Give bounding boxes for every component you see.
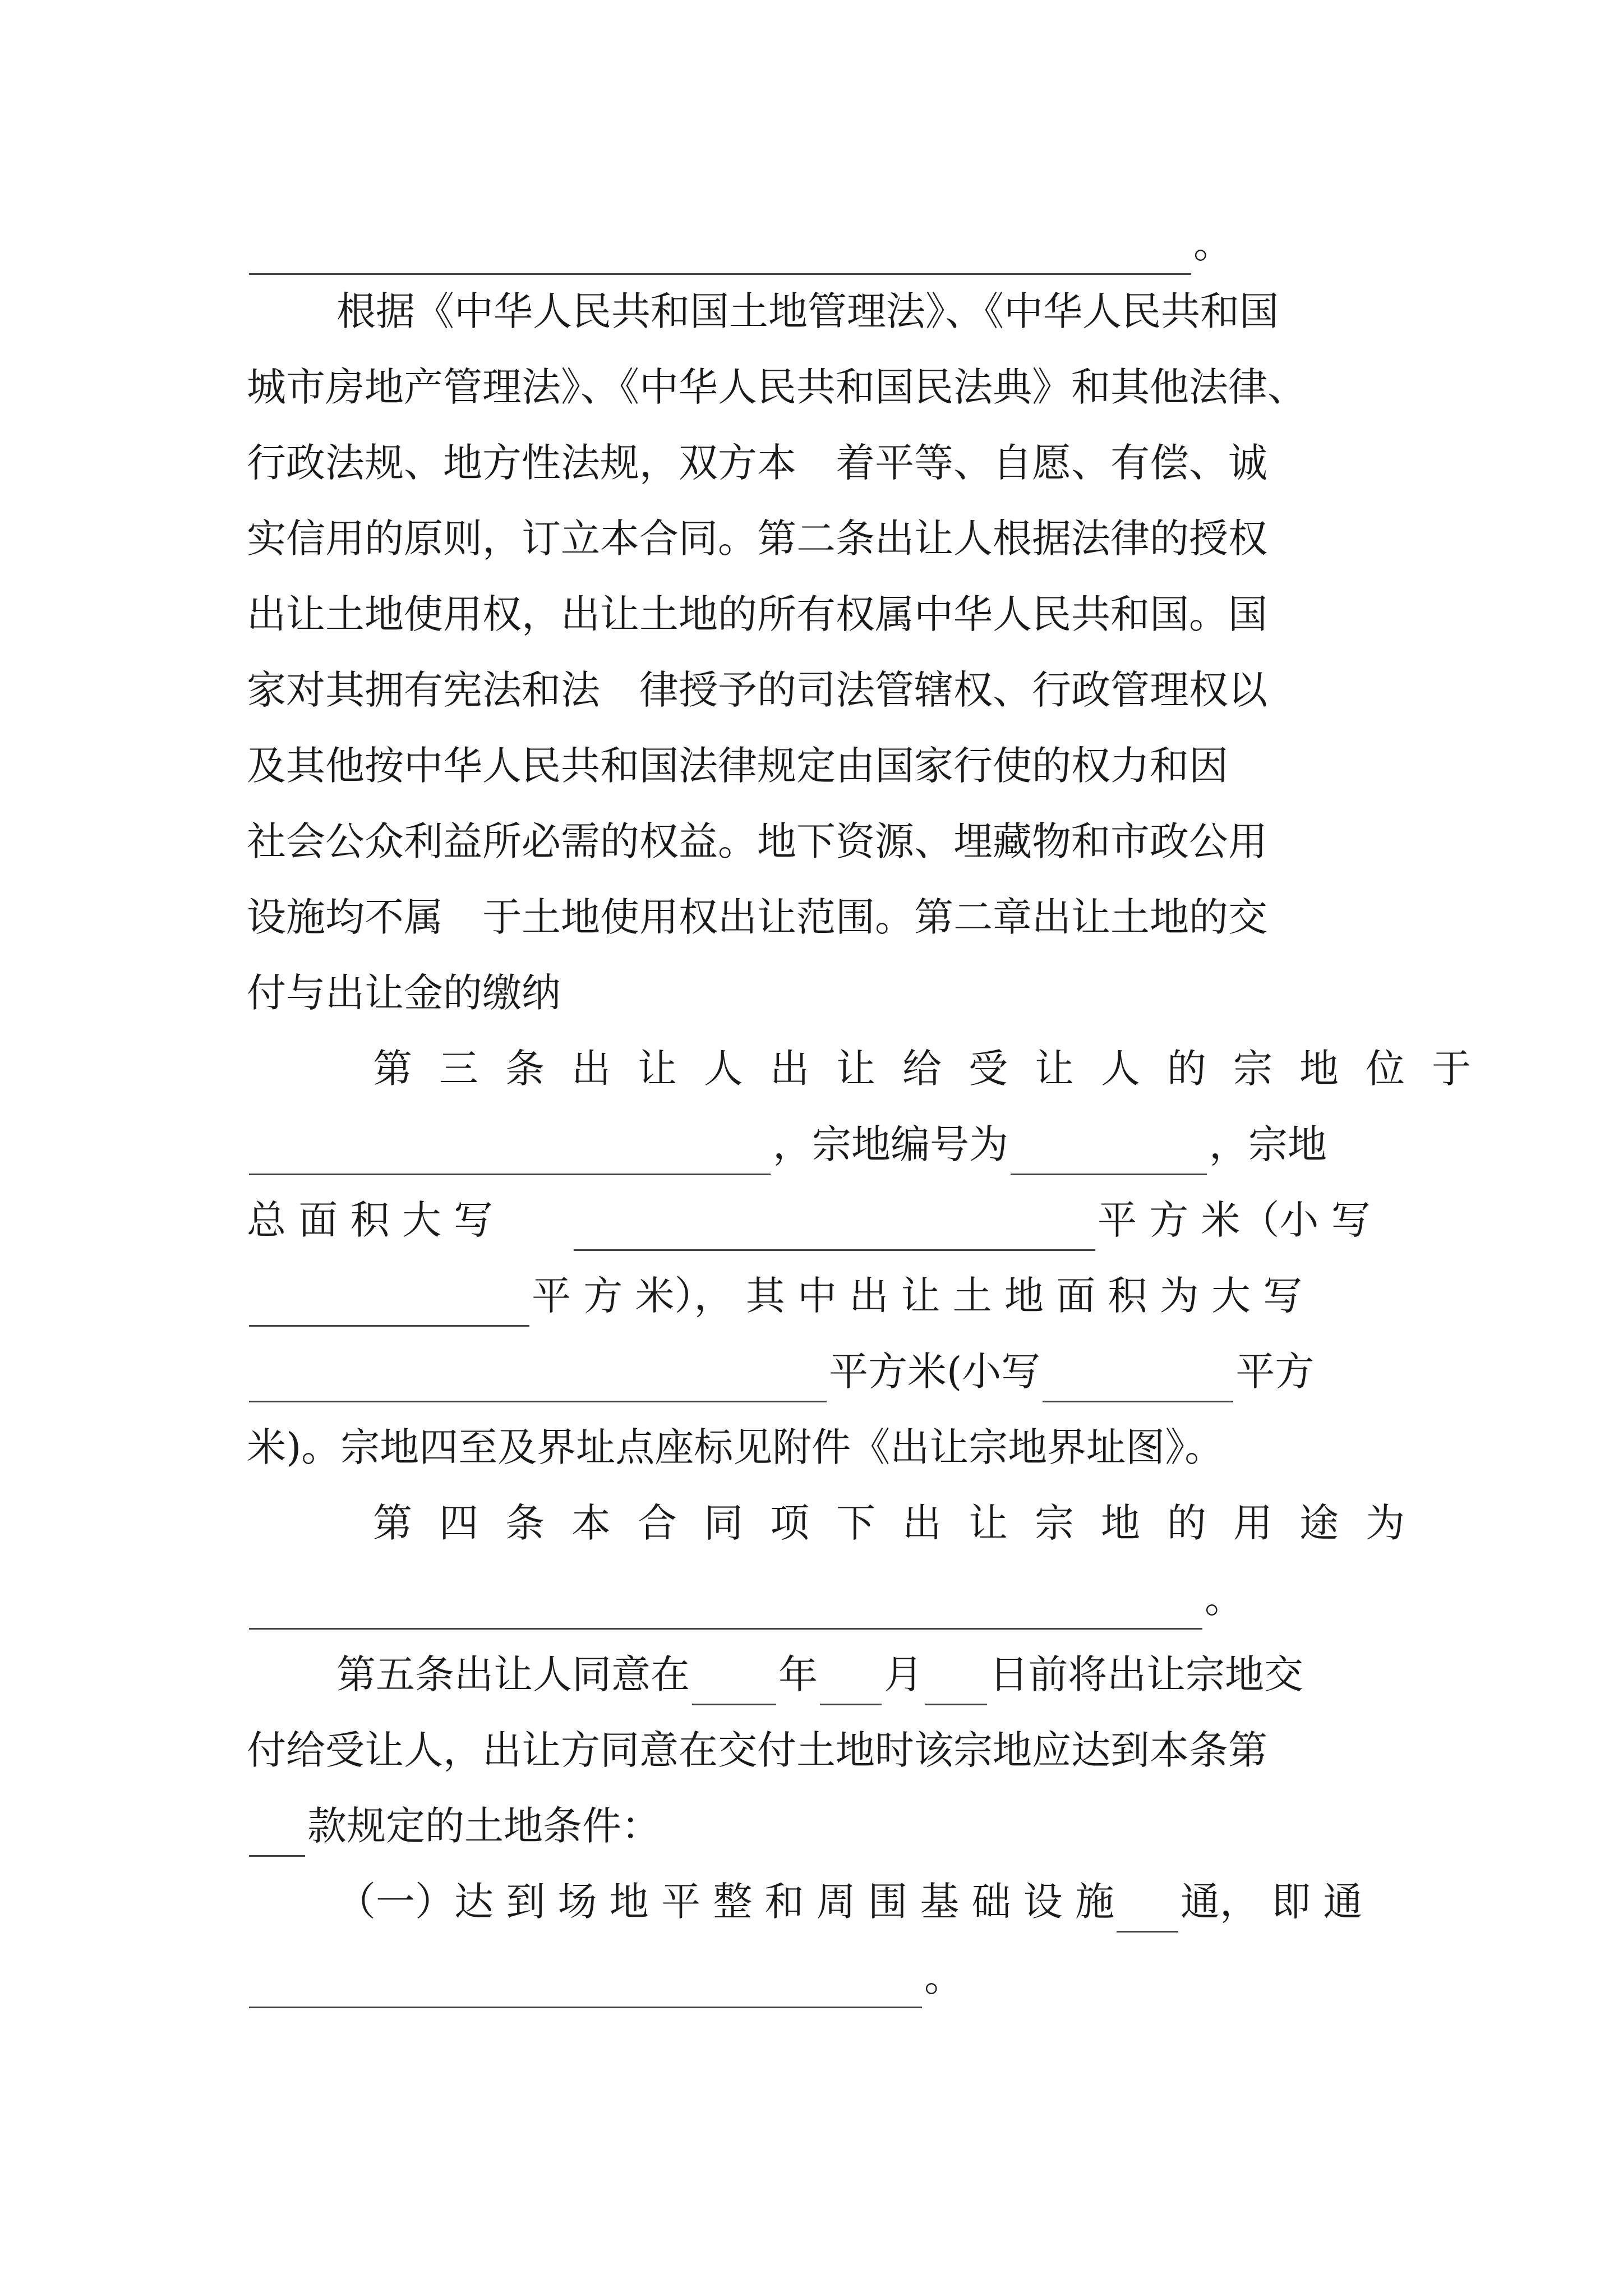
text-line bbox=[247, 213, 1385, 275]
text-line bbox=[247, 1795, 1385, 1857]
fill-in-blank[interactable] bbox=[692, 1663, 776, 1705]
fill-in-blank[interactable] bbox=[574, 1209, 1095, 1251]
text-line bbox=[247, 1492, 1432, 1554]
text-line bbox=[247, 962, 1385, 1024]
line-text: 行政法规、地方性法规，双方本 着平等、自愿、有偿、诚 bbox=[247, 440, 1267, 486]
text-line bbox=[247, 1719, 1385, 1781]
text-line bbox=[247, 1947, 1385, 2008]
fill-in-blank[interactable] bbox=[249, 1815, 305, 1857]
line-text: 总 面 积 大 写 bbox=[247, 1197, 572, 1243]
fill-in-blank[interactable] bbox=[249, 1588, 1202, 1630]
line-text: ，宗地编号为 bbox=[773, 1121, 1008, 1167]
line-text: 。 bbox=[1205, 1576, 1244, 1622]
text-line bbox=[247, 1114, 1385, 1175]
text-line bbox=[247, 1871, 1385, 1932]
text-line bbox=[247, 1341, 1385, 1402]
line-text: ，宗地 bbox=[1209, 1121, 1327, 1167]
fill-in-blank[interactable] bbox=[1011, 1133, 1207, 1175]
line-text: 年 bbox=[778, 1651, 818, 1697]
line-text: 设施均不属 于土地使用权出让范围。第二章出让土地的交 bbox=[247, 894, 1267, 940]
fill-in-blank[interactable] bbox=[1117, 1890, 1178, 1932]
fill-in-blank[interactable] bbox=[1043, 1360, 1233, 1402]
line-text: 城市房地产管理法》、《中华人民共和国民法典》和其他法律、 bbox=[247, 364, 1307, 410]
fill-in-blank[interactable] bbox=[820, 1663, 882, 1705]
fill-in-blank[interactable] bbox=[925, 1663, 987, 1705]
text-line bbox=[247, 508, 1385, 569]
line-text: 根据《中华人民共和国土地管理法》、《中华人民共和国 bbox=[336, 288, 1279, 334]
line-text: 第三条出让人出让给受让人的宗地位于 bbox=[373, 1046, 1498, 1092]
line-text: 。 bbox=[924, 1954, 963, 2000]
text-line bbox=[247, 356, 1385, 418]
line-text: 第四条本合同项下出让宗地的用途为 bbox=[373, 1500, 1432, 1546]
fill-in-blank[interactable] bbox=[249, 1285, 529, 1327]
text-line bbox=[247, 432, 1385, 494]
line-text: 第五条出让人同意在 bbox=[336, 1651, 690, 1697]
line-text: 款规定的土地条件： bbox=[307, 1803, 661, 1849]
line-text: （一）达 到 场 地 平 整 和 周 围 基 础 设 施 bbox=[336, 1879, 1115, 1925]
line-text: 及其他按中华人民共和国法律规定由国家行使的权力和因 bbox=[247, 743, 1228, 789]
fill-in-blank[interactable] bbox=[249, 1966, 922, 2008]
line-text: 米)。宗地四至及界址点座标见附件《出让宗地界址图》。 bbox=[247, 1424, 1224, 1470]
text-line bbox=[247, 811, 1385, 872]
text-line bbox=[247, 1038, 1498, 1099]
fill-in-blank[interactable] bbox=[249, 1360, 827, 1402]
line-text: 付与出让金的缴纳 bbox=[247, 970, 561, 1016]
line-text: 月 bbox=[884, 1651, 923, 1697]
line-text: 社会公众利益所必需的权益。地下资源、埋藏物和市政公用 bbox=[247, 818, 1267, 864]
line-text: 日前将出让宗地交 bbox=[989, 1651, 1303, 1697]
line-text: 平 方 米）， 其 中 出 让 土 地 面 积 为 大 写 bbox=[532, 1273, 1303, 1319]
text-line bbox=[247, 1265, 1385, 1327]
line-text: 。 bbox=[1193, 221, 1233, 267]
text-line bbox=[247, 1416, 1385, 1478]
line-text: 通， 即 通 bbox=[1181, 1879, 1363, 1925]
text-line bbox=[247, 1644, 1385, 1705]
line-text: 平 方 米（小 写 bbox=[1098, 1197, 1371, 1243]
text-line bbox=[247, 1568, 1385, 1630]
line-text: 平方米(小写 bbox=[829, 1349, 1041, 1395]
text-line bbox=[247, 1189, 1385, 1251]
line-text: 家对其拥有宪法和法 律授予的司法管辖权、行政管理权以 bbox=[247, 667, 1267, 713]
text-line bbox=[247, 280, 1385, 342]
line-text: 出让土地使用权，出让土地的所有权属中华人民共和国。国 bbox=[247, 591, 1267, 637]
text-line bbox=[247, 659, 1385, 721]
text-line bbox=[247, 886, 1385, 948]
line-text: 付给受让人，出让方同意在交付土地时该宗地应达到本条第 bbox=[247, 1727, 1267, 1773]
line-text: 实信用的原则，订立本合同。第二条出让人根据法律的授权 bbox=[247, 516, 1267, 562]
line-text: 平方 bbox=[1235, 1349, 1315, 1395]
fill-in-blank[interactable] bbox=[249, 1133, 771, 1175]
text-line bbox=[247, 583, 1385, 645]
text-line bbox=[247, 735, 1385, 797]
fill-in-blank[interactable] bbox=[249, 233, 1191, 275]
